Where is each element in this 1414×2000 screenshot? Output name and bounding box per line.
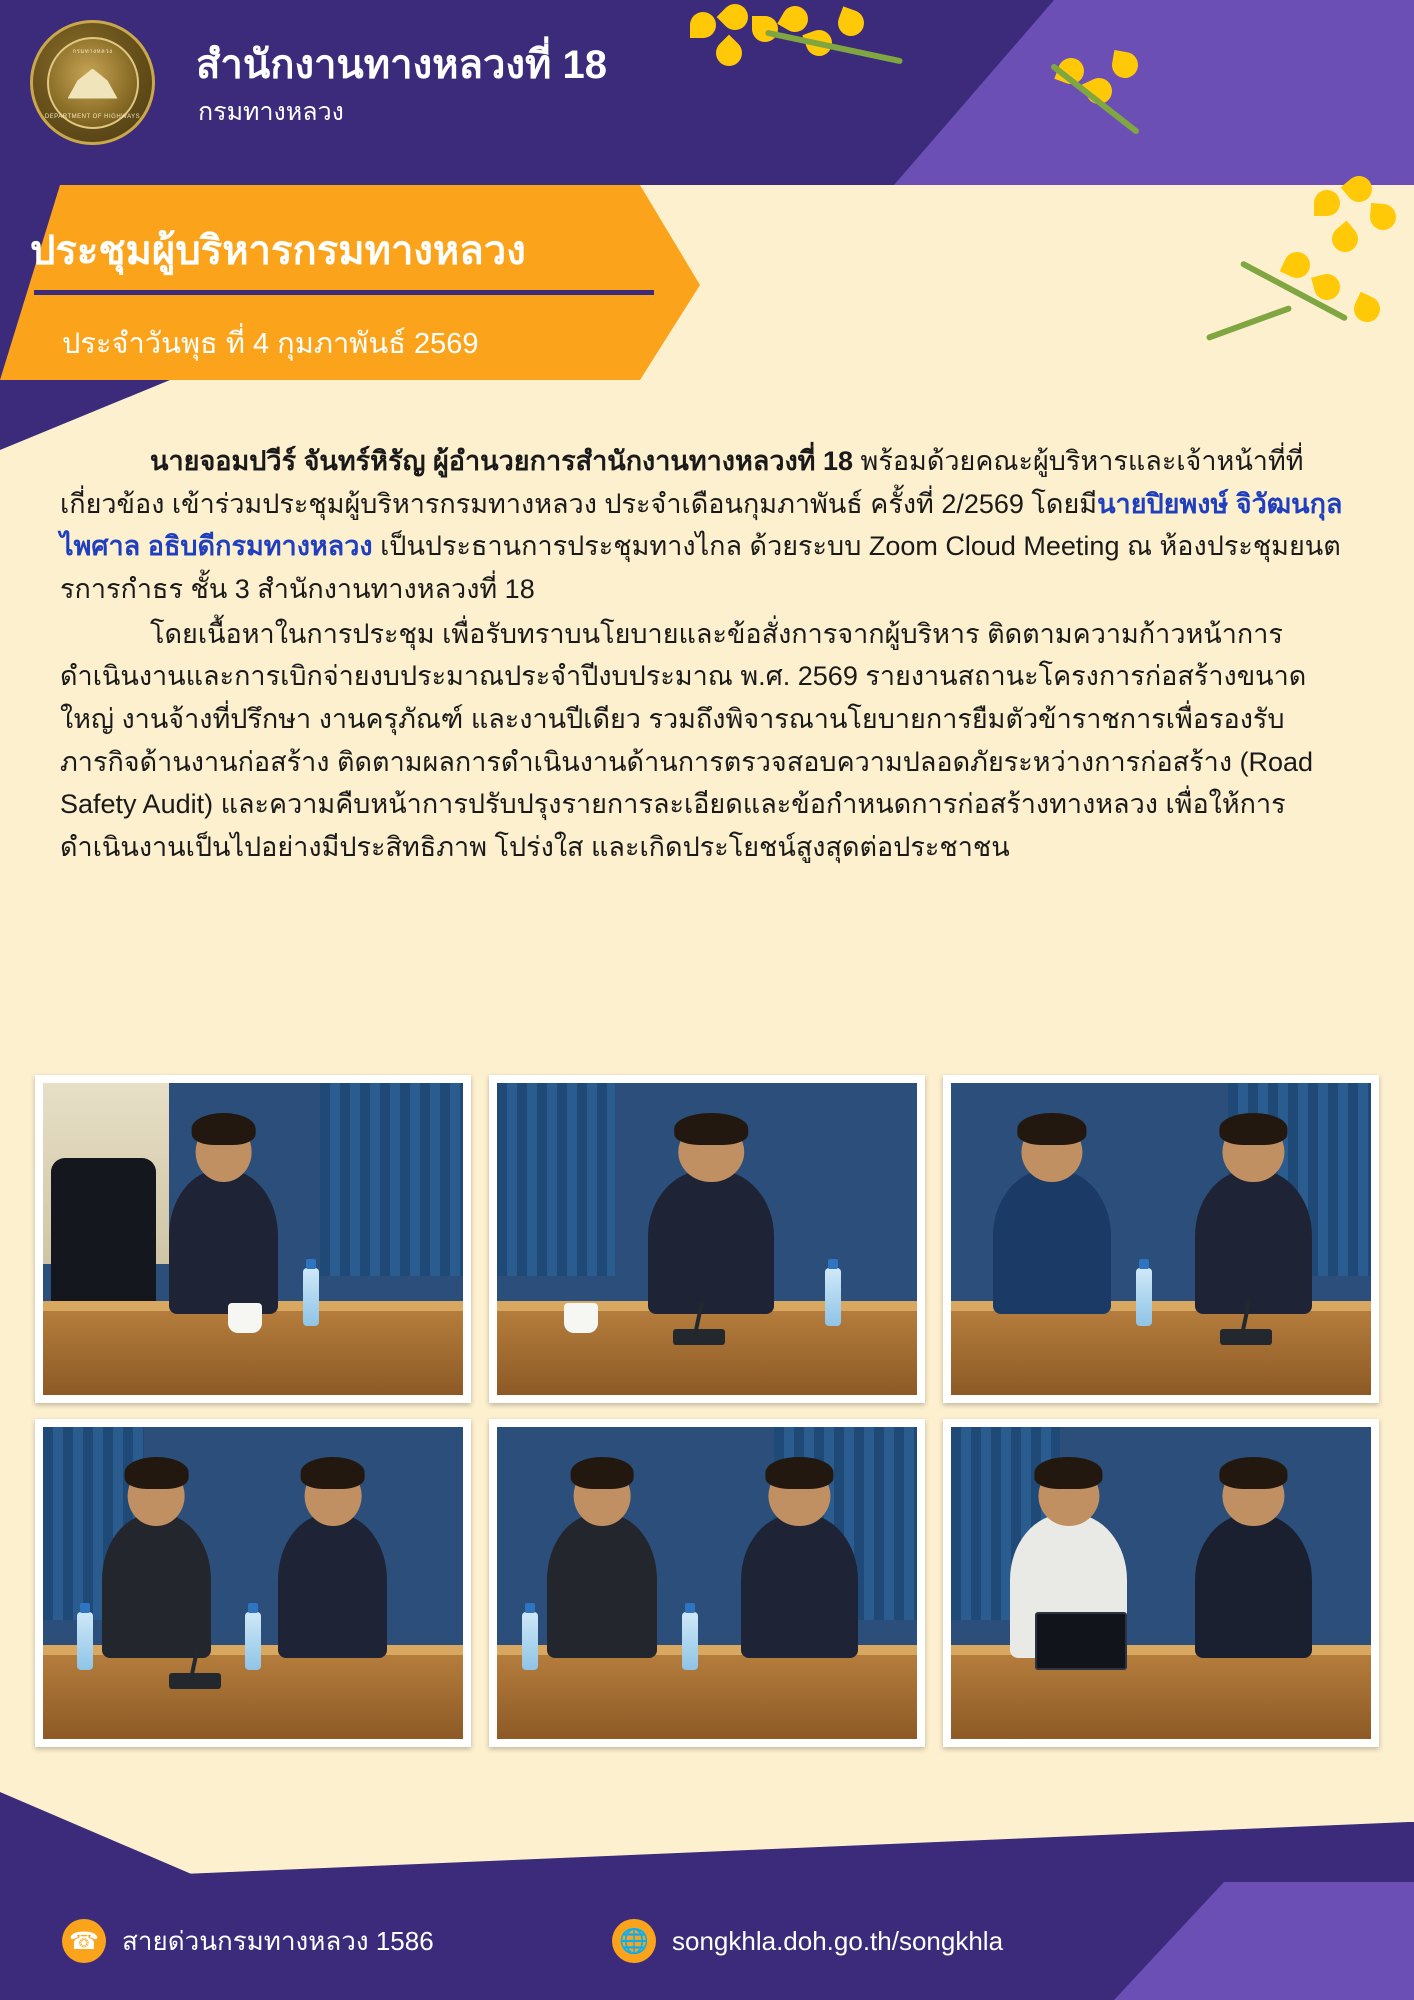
photo-6-scene: [951, 1427, 1371, 1739]
footer-hotline: [62, 1919, 434, 1963]
paragraph-2: โดยเนื้อหาในการประชุม เพื่อรับทราบนโยบายและข้อสั่งการจากผู้บริหาร ติดตามความก้าวหน้าการดำเนินงานและการเบิกจ่ายงบประมาณประจำปีงบประมาณ พ.ศ. 2569 รายงานสถานะโครงการก่อสร้างขนาดใหญ่ งานจ้างที่ปรึกษา งานครุภัณฑ์ และงานปีเดียว รวมถึงพิจารณานโยบายการยืมตัวข้าราชการเพื่อรองรับภารกิจด้านงานก่อสร้าง ติดตามผลการดำเนินงานด้านการตรวจสอบความปลอดภัยระหว่างการก่อสร้าง (Road Safety Audit) และความคืบหน้าการปรับปรุงรายการละเอียดและข้อกำหนดการก่อสร้างทางหลวง เพื่อให้การดำเนินงานเป็นไปอย่างมีประสิทธิภาพ โปร่งใส และเกิดประโยชน์สูงสุดต่อประชาชน: [60, 618, 1314, 862]
footer-website-text[interactable]: songkhla.doh.go.th/songkhla: [672, 1925, 1004, 1956]
page-header: [0, 0, 1414, 185]
page-footer: [0, 1882, 1414, 2000]
photo-6: [943, 1419, 1379, 1747]
header-accent-shape: [894, 0, 1414, 185]
globe-icon: 🌐: [612, 1919, 656, 1963]
department-seal-logo: [30, 20, 155, 145]
footer-website[interactable]: [612, 1919, 1003, 1963]
highlight-name: นายปิยพงษ์ จิวัฒนกุลไพศาล อธิบดีกรมทางหลวง: [60, 488, 1343, 562]
photo-2-scene: [497, 1083, 917, 1395]
page-subtitle: กรมทางหลวง: [198, 98, 344, 126]
banner-date: ประจำวันพุธ ที่ 4 กุมภาพันธ์ 2569: [62, 328, 479, 360]
banner-title: ประชุมผู้บริหารกรมทางหลวง: [30, 229, 526, 273]
page-title: สำนักงานทางหลวงที่ 18: [196, 43, 607, 87]
footer-accent-shape: [1114, 1882, 1414, 2000]
lead-name: นายจอมปวีร์ จันทร์หิรัญ ผู้อำนวยการสำนักงานทางหลวงที่ 18: [150, 446, 854, 476]
footer-hotline-text: สายด่วนกรมทางหลวง 1586: [122, 1925, 434, 1956]
photo-5-scene: [497, 1427, 917, 1739]
photo-4: [35, 1419, 471, 1747]
banner-divider: [34, 290, 654, 295]
paragraph-1: [60, 440, 1354, 611]
article-body: [0, 440, 1414, 869]
seal-inner: [44, 37, 141, 129]
photo-gallery: [35, 1075, 1379, 1747]
photo-4-scene: [43, 1427, 463, 1739]
photo-3-scene: [951, 1083, 1371, 1395]
photo-1: [35, 1075, 471, 1403]
phone-icon: ☎: [62, 1919, 106, 1963]
paragraph-1-mid: พร้อมด้วยคณะผู้บริหารและเจ้าหน้าที่ที่เกี่ยวข้อง เข้าร่วมประชุมผู้บริหารกรมทางหลวง ประจำเดือนกุมภาพันธ์ ครั้งที่ 2/2569 โดยมี: [60, 446, 1304, 519]
paragraph-1-tail: เป็นประธานการประชุมทางไกล ด้วยระบบ Zoom Cloud Meeting ณ ห้องประชุมยนตรการกำธร ชั้น 3 สำนักงานทางหลวงที่ 18: [60, 531, 1341, 604]
seal-top-text: กรมทางหลวง: [72, 48, 113, 55]
photo-5: [489, 1419, 925, 1747]
photo-1-scene: [43, 1083, 463, 1395]
seal-bottom-text: DEPARTMENT OF HIGHWAYS: [44, 113, 141, 120]
photo-2: [489, 1075, 925, 1403]
photo-3: [943, 1075, 1379, 1403]
footer-slope: [0, 1822, 1414, 1882]
